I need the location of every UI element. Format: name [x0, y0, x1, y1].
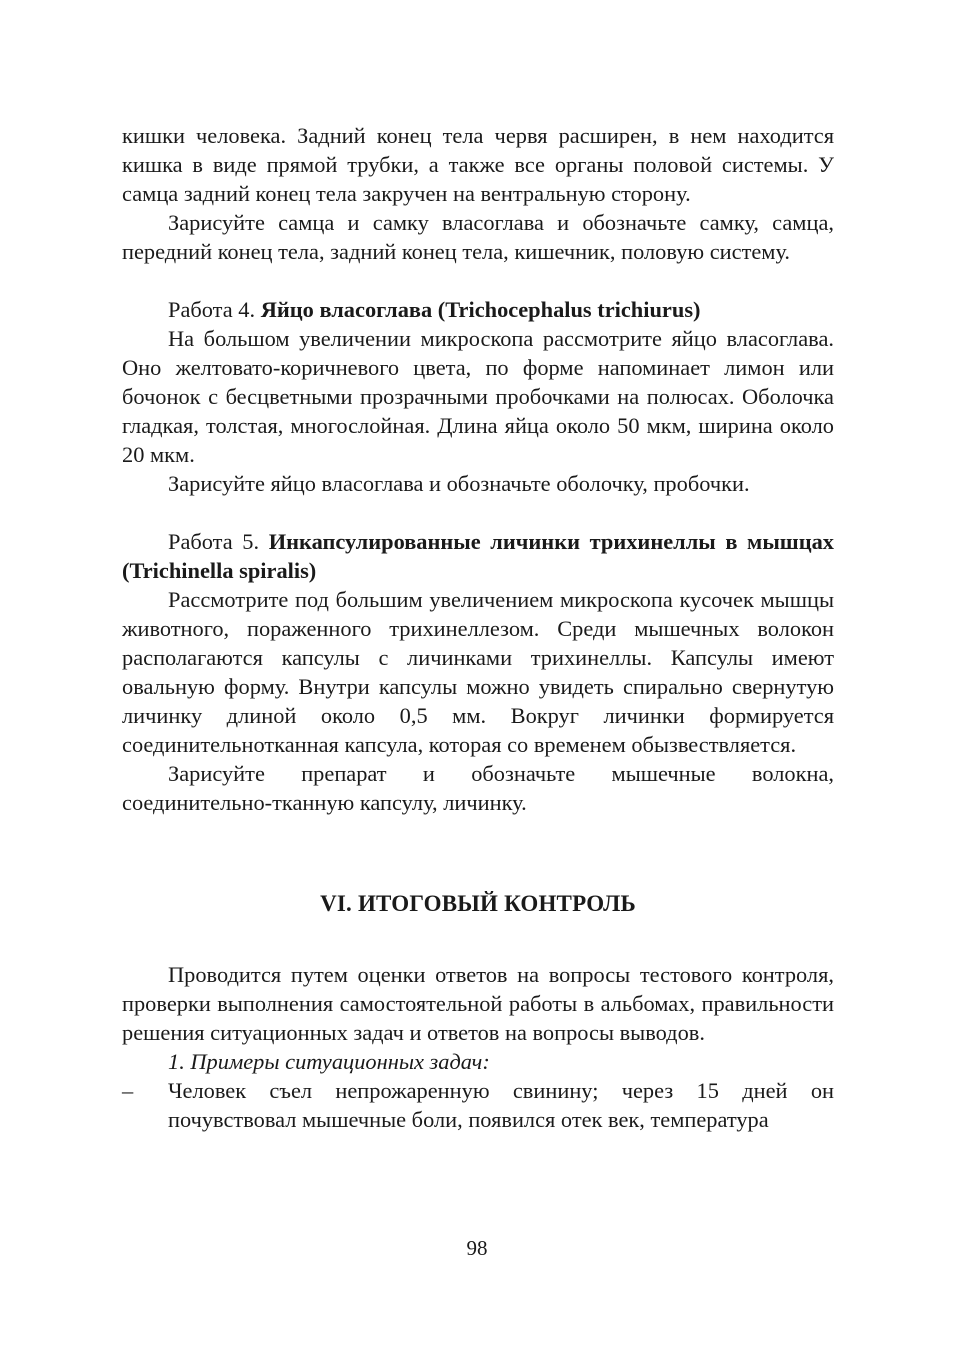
section-title: VI. ИТОГОВЫЙ КОНТРОЛЬ [320, 891, 636, 916]
work-4-title: Яйцо власоглава (Trichocephalus trichiurus) [260, 297, 701, 322]
dash-marker: – [122, 1078, 134, 1103]
paragraph-draw-instruction: Зарисуйте самца и самку власоглава и обозначьте самку, самца, передний конец тела, задний конец тела, кишечник, половую систему. [122, 210, 834, 264]
paragraph-continuation: кишки человека. Задний конец тела червя расширен, в нем находится кишка в виде прямой трубки, а также все органы половой системы. У самца задний конец тела закручен на вентральную сторону. [122, 123, 834, 206]
work-5-draw-instruction: Зарисуйте препарат и обозначьте мышечные волокна, соединительно-тканную капсулу, личинку. [122, 761, 834, 815]
work-5-description: Рассмотрите под большим увеличением микроскопа кусочек мышцы животного, пораженного трихинеллезом. Среди мышечных волокон располагаются капсулы с личинками трихинеллы. Капсулы имеют овальную форму. Внутри капсулы можно увидеть спирально свернутую личинку длиной около 0,5 мм. Вокруг личинки формируется соединительнотканная капсула, которая со временем обызвествляется. [122, 587, 834, 757]
work-4-number: Работа 4. [168, 297, 256, 322]
spacer [122, 498, 834, 527]
work-5-number: Работа 5. [168, 529, 260, 554]
section-description: Проводится путем оценки ответов на вопросы тестового контроля, проверки выполнения самостоятельной работы в альбомах, правильности решения ситуационных задач и ответов на вопросы выводов. [122, 962, 834, 1045]
spacer [122, 817, 834, 875]
tasks-heading: 1. Примеры ситуационных задач: [168, 1049, 490, 1074]
page-number: 98 [466, 1236, 488, 1260]
work-5-heading [122, 527, 834, 585]
spacer [122, 875, 834, 889]
spacer [122, 918, 834, 960]
text-column [122, 121, 834, 1134]
work-4-heading [122, 295, 834, 324]
work-4-draw-instruction: Зарисуйте яйцо власоглава и обозначьте оболочку, пробочки. [168, 471, 750, 496]
work-4-description: На большом увеличении микроскопа рассмотрите яйцо власоглава. Оно желтовато-коричневого цвета, по форме напоминает лимон или бочонок с бесцветными прозрачными пробочками на полюсах. Оболочка гладкая, толстая, многослойная. Длина яйца около 50 мкм, ширина около 20 мкм. [122, 326, 834, 467]
task-item [122, 1076, 834, 1134]
task-text: Человек съел непрожаренную свинину; через 15 дней он почувствовал мышечные боли, появился отек век, температура [168, 1078, 834, 1132]
spacer [122, 266, 834, 295]
work-5-title: Инкапсулированные личинки трихинеллы в мышцах (Trichinella spiralis) [122, 529, 834, 583]
